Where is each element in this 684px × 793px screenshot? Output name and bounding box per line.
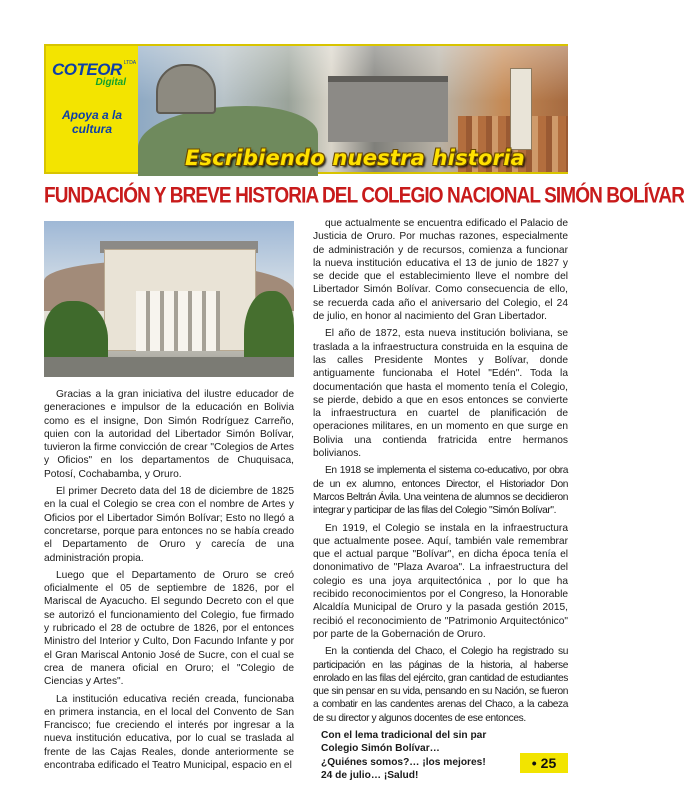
bullet-icon: • bbox=[531, 755, 537, 771]
paragraph: En la contienda del Chaco, el Colegio ha registrado su participación en las páginas de la historia, al haberse enrolado en las filas del ejército, gran cantidad de estudiantes que sin pensar en su vida, pensando en su Nación, se fueron a combatir en las candentes arenas del Chaco, a la cabeza de su director y algunos docentes de ese entonces. bbox=[313, 646, 568, 724]
paragraph: que actualmente se encuentra edificado el Palacio de Justicia de Oruro. Por muchas razones, especialmente de administración y de recursos, comienza a funcionar la nueva institución educativa el 13 de junio de 1827 y se decide que el establecimiento lleve el nombre del Libertador Simón Bolívar. Como consecuencia de ello, se recuerda cada año el aniversario del Colegio, el 24 de julio, en honor al nacimiento del Gran Libertador. bbox=[313, 218, 568, 323]
page-number-value: 25 bbox=[540, 755, 557, 771]
right-column bbox=[313, 217, 568, 782]
strip-monument bbox=[156, 64, 216, 114]
paragraph: Gracias a la gran iniciativa del ilustre educador de generaciones e impulsor de la educación en Bolivia como es el insigne, Don Simón Rodríguez Carreño, quien con la autoridad del Libertador Simón Bolívar, tuvieron la firme convicción de crear "Colegios de Artes y Oficios" en los departamentos de Chuquisaca, Potosí, Cochabamba, y Oruro. bbox=[44, 389, 294, 480]
paragraph: En 1918 se implementa el sistema co-educativo, por obra de un ex alumno, entonces Director, el Historiador Don Marcos Beltrán Ávila. Una veintena de alumnos se decidieron integrar y participar de las filas del Colegio "Simón Bolívar". bbox=[313, 465, 568, 517]
banner-title: Escribiendo nuestra historia bbox=[184, 146, 525, 170]
tagline bbox=[50, 108, 134, 136]
tagline-line-1: Apoya a la bbox=[61, 108, 123, 122]
article-headline: FUNDACIÓN Y BREVE HISTORIA DEL COLEGIO NACIONAL SIMÓN BOLÍVAR bbox=[44, 184, 684, 209]
paragraph: La institución educativa recién creada, funcionaba en primera instancia, en el local del Convento de San Francisco; fue creciendo el interés por ingresar a la nueva institución educativa, por lo cual se traslada al frente de las Cajas Reales, donde anteriormente se encontraba edificado el Teatro Municipal, espacio en el bbox=[44, 693, 294, 772]
strip-tower bbox=[510, 68, 532, 150]
motto-line: ¿Quiénes somos?… ¡los mejores! bbox=[321, 756, 486, 768]
school-building-photo bbox=[44, 221, 294, 377]
tagline-line-2: cultura bbox=[71, 122, 112, 136]
photo-columns bbox=[136, 291, 220, 351]
logo-sub: Digital bbox=[95, 77, 126, 88]
motto-line: Con el lema tradicional del sin par bbox=[321, 729, 487, 741]
logo-ltda: LTDA bbox=[123, 60, 137, 66]
paragraph: En 1919, el Colegio se instala en la infraestructura que actualmente posee. Aquí, también vale remembrar que el actual parque "Bolívar", en dicha época tenía el dononimativo de "Plaza Avaroa". La infraestructura del colegio es una joya arquitectónica , por lo que ha recibido reconocimientos por el Congreso, la Honorable Alcaldía Municipal de Oruro y la pasada gestión 2015, recibió el reconocimiento de "Patrimonio Arquitectónico" por parte de la Gobernación de Oruro. bbox=[313, 522, 568, 640]
brand-panel bbox=[46, 46, 138, 172]
motto-line: Colegio Simón Bolívar… bbox=[321, 743, 440, 755]
paragraph: El primer Decreto data del 18 de diciembre de 1825 en la cual el Colegio se crea con el nombre de Artes y Oficios por el Libertador Simón Bolívar; Esto no llegó a concretarse, porque para entonces no se había creado el Departamento de Oruro y carecía de una administración propia. bbox=[44, 486, 294, 564]
motto-line: 24 de julio… ¡Salud! bbox=[321, 769, 419, 781]
page-number bbox=[520, 753, 568, 773]
logo-text: COTEOR bbox=[52, 60, 122, 79]
paragraph: El año de 1872, esta nueva institución boliviana, se traslada a la infraestructura construida en la esquina de las calles Presidente Montes y Bolívar, donde antiguamente funcionaba el Hotel "Edén". Toda la documentación que hasta el momento tenía el Colegio, se pierde, debido a que en esos entonces se convierte la infraestructura en cuartel de planificación de operaciones militares, en un momento en que surge en Bolivia una contienda fratricida entre hermanos bolivianos. bbox=[313, 328, 568, 460]
paragraph: Luego que el Departamento de Oruro se creó oficialmente el 05 de septiembre de 1826, por el Mariscal de Ayacucho. El segundo Decreto con el que se autorizó el funcionamiento del Colegio, fue firmado y rubricado el 28 de octubre de 1826, por el entonces Ministro del Interior y Culto, Don Facundo Infante y por el Gran Mariscal Antonio José de Sucre, con el cual se crea de manera oficial en Oruro; el "Colegio de Ciencias y Artes". bbox=[44, 569, 294, 688]
photo-ground bbox=[44, 357, 294, 377]
strip-historic-building bbox=[328, 76, 448, 142]
coteor-logo bbox=[52, 60, 137, 88]
header-banner bbox=[44, 44, 568, 174]
left-column bbox=[44, 388, 294, 776]
